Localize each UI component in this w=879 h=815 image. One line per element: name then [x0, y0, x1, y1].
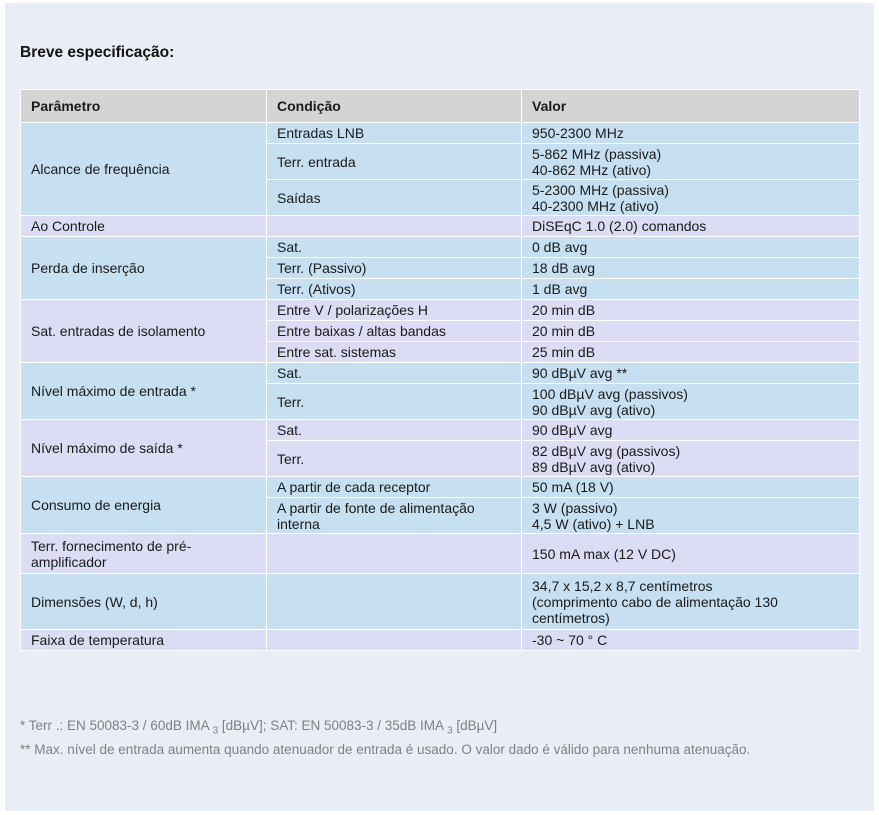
condition-cell: A partir de cada receptor [267, 477, 522, 498]
value-cell: 5-2300 MHz (passiva) 40-2300 MHz (ativo) [522, 180, 860, 216]
value-cell: 50 mA (18 V) [522, 477, 860, 498]
value-cell: 5-862 MHz (passiva) 40-862 MHz (ativo) [522, 144, 860, 180]
footnote-text: [dBµV] [452, 718, 498, 733]
footnote-text: [dBµV]; SAT: EN 50083-3 / 35dB IMA [218, 718, 448, 733]
value-cell: 34,7 x 15,2 x 8,7 centímetros (comprimento cabo de alimentação 130 centímetros) [522, 574, 860, 630]
value-cell: 82 dBµV avg (passivos) 89 dBµV avg (ativo) [522, 441, 860, 477]
spec-table [20, 89, 860, 651]
condition-cell [267, 216, 522, 237]
condition-cell: Terr. [267, 384, 522, 420]
condition-cell: Entre baixas / altas bandas [267, 321, 522, 342]
value-cell: 1 dB avg [522, 279, 860, 300]
value-cell: 3 W (passivo) 4,5 W (ativo) + LNB [522, 498, 860, 534]
value-cell: 25 min dB [522, 342, 860, 363]
value-cell: 100 dBµV avg (passivos) 90 dBµV avg (ativo) [522, 384, 860, 420]
condition-cell: Entre sat. sistemas [267, 342, 522, 363]
param-cell: Faixa de temperatura [21, 630, 267, 651]
footnote-max-input: ** Max. nível de entrada aumenta quando atenuador de entrada é usado. O valor dado é válido para nenhuma atenuação. [20, 741, 751, 757]
value-cell: 90 dBµV avg ** [522, 363, 860, 384]
param-cell: Nível máximo de saída * [21, 420, 267, 477]
param-cell: Ao Controle [21, 216, 267, 237]
param-cell: Dimensões (W, d, h) [21, 574, 267, 630]
table-row [21, 363, 860, 384]
table-row [21, 630, 860, 651]
condition-cell: Terr. (Passivo) [267, 258, 522, 279]
condition-cell: A partir de fonte de alimentação interna [267, 498, 522, 534]
param-cell: Alcance de frequência [21, 123, 267, 216]
spec-panel [5, 3, 874, 811]
param-cell: Terr. fornecimento de pré- amplificador [21, 534, 267, 574]
footnote-terr-sat [20, 717, 865, 741]
condition-cell: Sat. [267, 420, 522, 441]
footnotes [20, 717, 865, 759]
column-header-param: Parâmetro [21, 90, 267, 123]
value-cell: 0 dB avg [522, 237, 860, 258]
footnote-subscript: 3 [212, 725, 219, 737]
condition-cell: Saídas [267, 180, 522, 216]
value-cell: 150 mA max (12 V DC) [522, 534, 860, 574]
condition-cell: Terr. (Ativos) [267, 279, 522, 300]
condition-cell: Entre V / polarizações H [267, 300, 522, 321]
column-header-value: Valor [522, 90, 860, 123]
param-cell: Consumo de energia [21, 477, 267, 534]
table-row [21, 123, 860, 144]
value-cell: DiSEqC 1.0 (2.0) comandos [522, 216, 860, 237]
table-row [21, 216, 860, 237]
param-cell: Sat. entradas de isolamento [21, 300, 267, 363]
table-row [21, 477, 860, 498]
condition-cell: Terr. entrada [267, 144, 522, 180]
footnote-subscript: 3 [447, 725, 453, 737]
table-row [21, 420, 860, 441]
value-cell: -30 ~ 70 ° C [522, 630, 860, 651]
condition-cell [267, 630, 522, 651]
condition-cell: Terr. [267, 441, 522, 477]
value-cell: 18 dB avg [522, 258, 860, 279]
table-row [21, 574, 860, 630]
condition-cell [267, 534, 522, 574]
footnote-text: * Terr .: EN 50083-3 / 60dB IMA [20, 718, 213, 733]
spec-heading: Breve especificação: [20, 44, 175, 61]
value-cell: 20 min dB [522, 300, 860, 321]
table-row [21, 534, 860, 574]
value-cell: 20 min dB [522, 321, 860, 342]
value-cell: 950-2300 MHz [522, 123, 860, 144]
table-header-row [21, 90, 860, 123]
condition-cell: Sat. [267, 363, 522, 384]
condition-cell: Entradas LNB [267, 123, 522, 144]
param-cell: Perda de inserção [21, 237, 267, 300]
column-header-condition: Condição [267, 90, 522, 123]
condition-cell: Sat. [267, 237, 522, 258]
param-cell: Nível máximo de entrada * [21, 363, 267, 420]
table-row [21, 237, 860, 258]
value-cell: 90 dBµV avg [522, 420, 860, 441]
condition-cell [267, 574, 522, 630]
table-row [21, 300, 860, 321]
